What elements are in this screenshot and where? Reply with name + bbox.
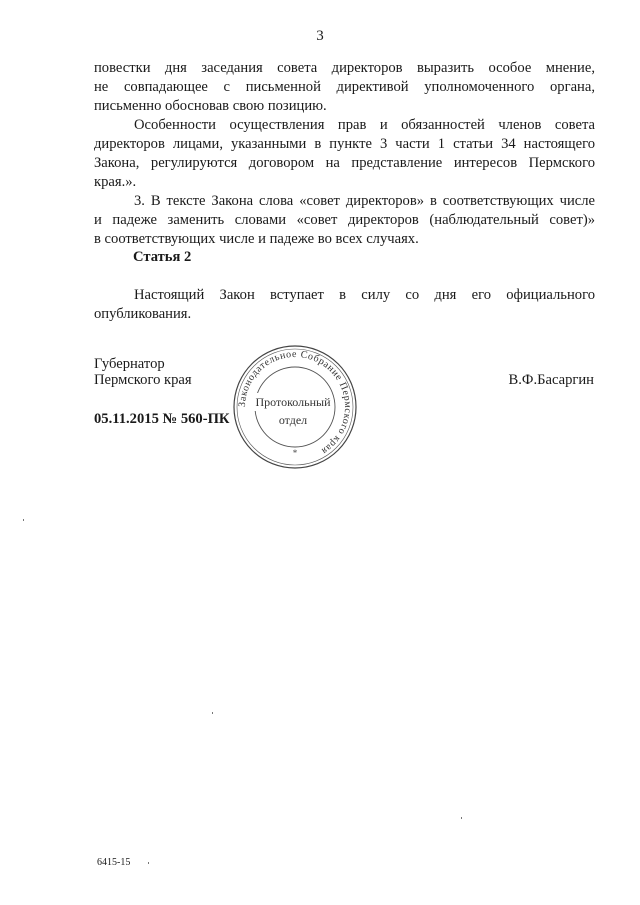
text-line: Закона, регулируются договором на представление интересов Пермского (94, 155, 595, 171)
text-line: 3. В тексте Закона слова «совет директоров» в соответствующих числе (134, 193, 595, 209)
signatory-title (94, 356, 192, 388)
page-number: 3 (316, 28, 324, 44)
document-code: 6415-15 (97, 857, 131, 868)
scan-speck (461, 817, 462, 819)
text-line: края.». (94, 174, 137, 190)
article-2-heading: Статья 2 (133, 249, 192, 265)
text-line: директоров лицами, указанными в пункте 3 части 1 статьи 34 настоящего (94, 136, 595, 152)
text-line: в соответствующих числе и падеже во всех случаях. (94, 231, 419, 247)
text-line: повестки дня заседания совета директоров выразить особое мнение, (94, 60, 595, 76)
scan-speck (148, 862, 149, 864)
signatory-title-line: Пермского края (94, 372, 192, 388)
stamp-center-line: отдел (278, 413, 308, 427)
official-stamp (231, 343, 359, 471)
stamp-center-line: Протокольный (255, 395, 331, 409)
stamp-ring-text: Законодательное Собрание Пермского края (236, 348, 354, 457)
text-line: Настоящий Закон вступает в силу со дня его официального (134, 287, 595, 303)
signatory-title-line: Губернатор (94, 356, 165, 372)
signatory-name: В.Ф.Басаргин (508, 372, 594, 388)
scan-speck (23, 519, 24, 521)
text-line: Особенности осуществления прав и обязанностей членов совета (134, 117, 595, 133)
law-number: 05.11.2015 № 560-ПК (94, 411, 230, 427)
stamp-star: * (292, 448, 298, 458)
article-2-body (94, 286, 595, 324)
text-line: письменно обосновав свою позицию. (94, 98, 327, 114)
article-1-continuation (94, 59, 595, 249)
scan-speck (212, 712, 213, 714)
text-line: опубликования. (94, 306, 192, 322)
text-line: не совпадающее с письменной директивой уполномоченного органа, (94, 79, 595, 95)
text-line: и падеже заменить словами «совет директоров (наблюдательный совет)» (94, 212, 595, 228)
